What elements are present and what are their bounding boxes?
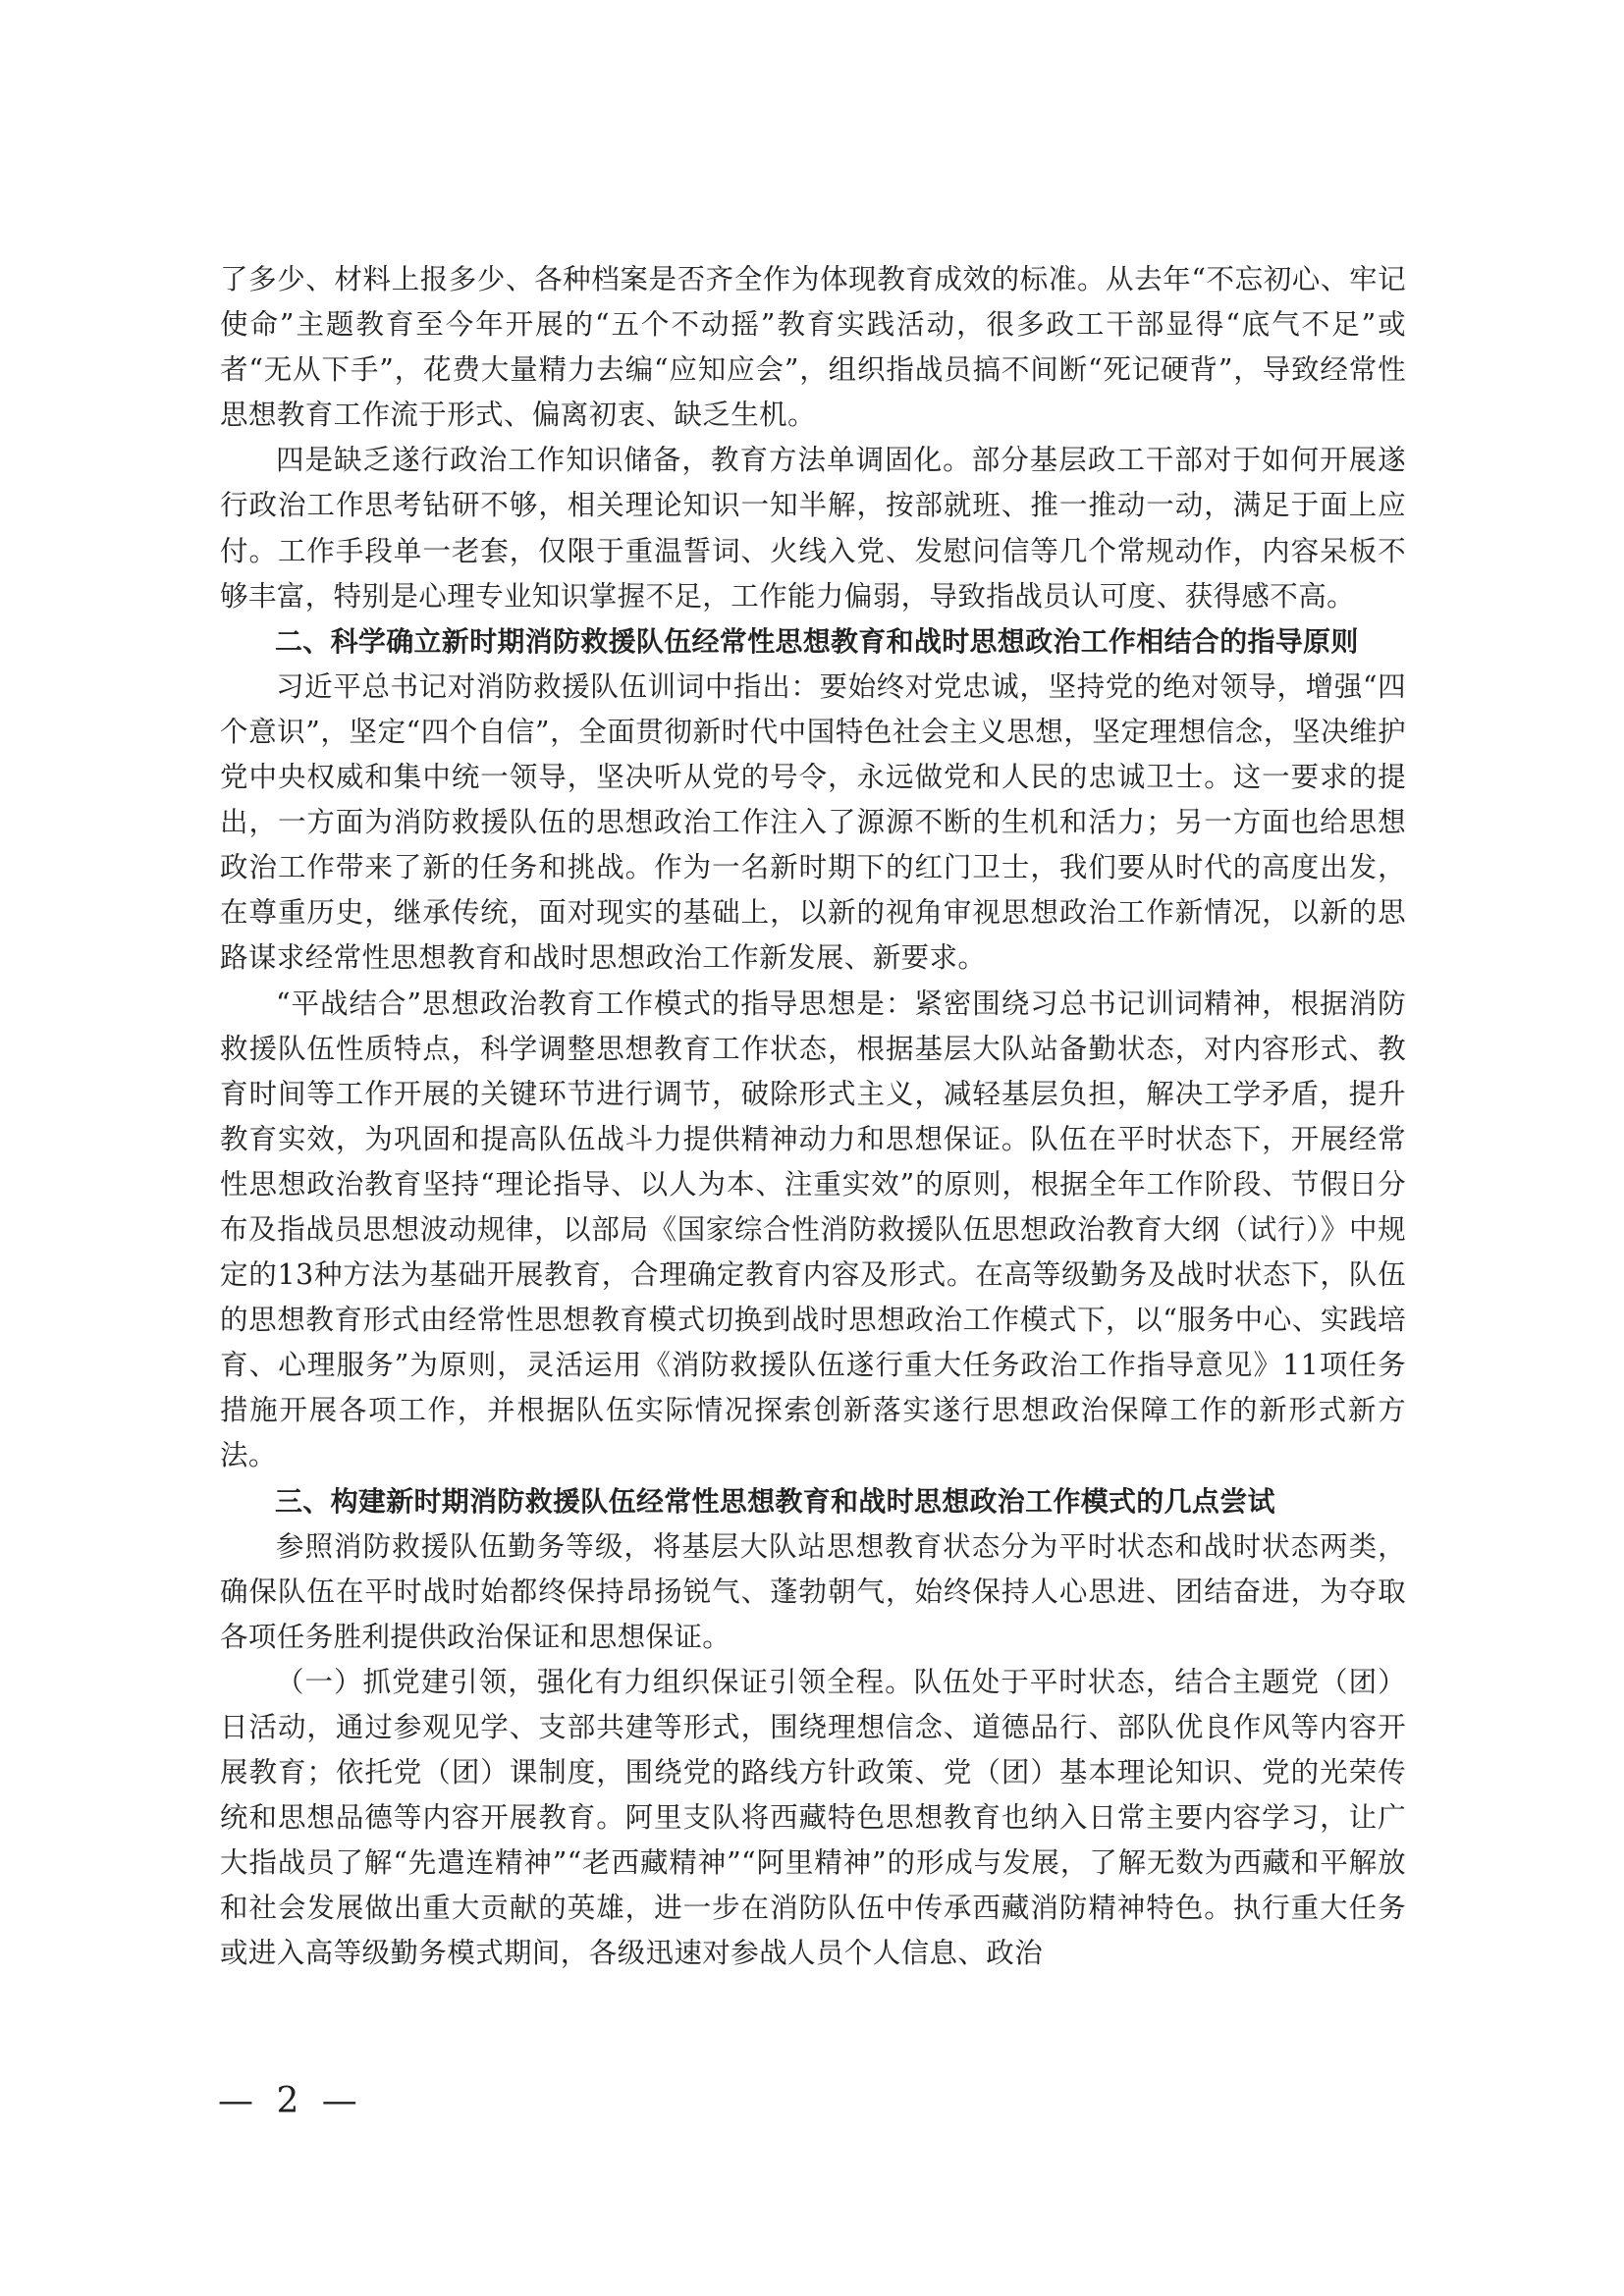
paragraph-3: 习近平总书记对消防救援队伍训词中指出：要始终对党忠诚，坚持党的绝对领导，增强“四个意识”，坚定“四个自信”，全面贯彻新时代中国特色社会主义思想，坚定理想信念，坚决维护党中央权威和集中统一领导，坚决听从党的号令，永远做党和人民的忠诚卫士。这一要求的提出，一方面为消防救援队伍的思想政治工作注入了源源不断的生机和活力；另一方面也给思想政治工作带来了新的任务和挑战。作为一名新时期下的红门卫士，我们要从时代的高度出发，在尊重历史，继承传统，面对现实的基础上，以新的视角审视思想政治工作新情况，以新的思路谋求经常性思想教育和战时思想政治工作新发展、新要求。	[220, 669, 1406, 975]
paragraph-6: （一）抓党建引领，强化有力组织保证引领全程。队伍处于平时状态，结合主题党（团）日活动，通过参观见学、支部共建等形式，围绕理想信念、道德品行、部队优良作风等内容开展教育；依托党（团）课制度，围绕党的路线方针政策、党（团）基本理论知识、党的光荣传统和思想品德等内容开展教育。阿里支队将西藏特色思想教育也纳入日常主要内容学习，让广大指战员了解“先遣连精神”“老西藏精神”“阿里精神”的形成与发展，了解无数为西藏和平解放和社会发展做出重大贡献的英雄，进一步在消防队伍中传承西藏消防精神特色。执行重大任务或进入高等级勤务模式期间，各级迅速对参战人员个人信息、政治	[220, 1665, 1406, 1970]
document-body	[220, 257, 1406, 1977]
paragraph-4: “平战结合”思想政治教育工作模式的指导思想是：紧密围绕习总书记训词精神，根据消防救援队伍性质特点，科学调整思想教育工作状态，根据基层大队站备勤状态，对内容形式、教育时间等工作开展的关键环节进行调节，破除形式主义，减轻基层负担，解决工学矛盾，提升教育实效，为巩固和提高队伍战斗力提供精神动力和思想保证。队伍在平时状态下，开展经常性思想政治教育坚持“理论指导、以人为本、注重实效”的原则，根据全年工作阶段、节假日分布及指战员思想波动规律，以部局《国家综合性消防救援队伍思想政治教育大纲（试行）》中规定的13种方法为基础开展教育，合理确定教育内容及形式。在高等级勤务及战时状态下，队伍的思想教育形式由经常性思想教育模式切换到战时思想政治工作模式下，以“服务中心、实践培育、心理服务”为原则，灵活运用《消防救援队伍遂行重大任务政治工作指导意见》11项任务措施开展各项工作，并根据队伍实际情况探索创新落实遂行思想政治保障工作的新形式新方法。	[220, 987, 1406, 1472]
section-heading-2: 二、科学确立新时期消防救援队伍经常性思想教育和战时思想政治工作相结合的指导原则	[275, 624, 1359, 658]
paragraph-1: 了多少、材料上报多少、各种档案是否齐全作为体现教育成效的标准。从去年“不忘初心、牢记使命”主题教育至今年开展的“五个不动摇”教育实践活动，很多政工干部显得“底气不足”或者“无从下手”，花费大量精力去编“应知应会”，组织指战员搞不间断“死记硬背”，导致经常性思想教育工作流于形式、偏离初衷、缺乏生机。	[220, 263, 1406, 432]
page-number: — 2 —	[218, 2081, 363, 2121]
paragraph-2: 四是缺乏遂行政治工作知识储备，教育方法单调固化。部分基层政工干部对于如何开展遂行政治工作思考钻研不够，相关理论知识一知半解，按部就班、推一推动一动，满足于面上应付。工作手段单一老套，仅限于重温誓词、火线入党、发慰问信等几个常规动作，内容呆板不够丰富，特别是心理专业知识掌握不足，工作能力偏弱，导致指战员认可度、获得感不高。	[220, 444, 1406, 613]
paragraph-5: 参照消防救援队伍勤务等级，将基层大队站思想教育状态分为平时状态和战时状态两类，确保队伍在平时战时始都终保持昂扬锐气、蓬勃朝气，始终保持人心思进、团结奋进，为夺取各项任务胜利提供政治保证和思想保证。	[220, 1529, 1406, 1653]
section-heading-3: 三、构建新时期消防救援队伍经常性思想教育和战时思想政治工作模式的几点尝试	[275, 1484, 1275, 1518]
